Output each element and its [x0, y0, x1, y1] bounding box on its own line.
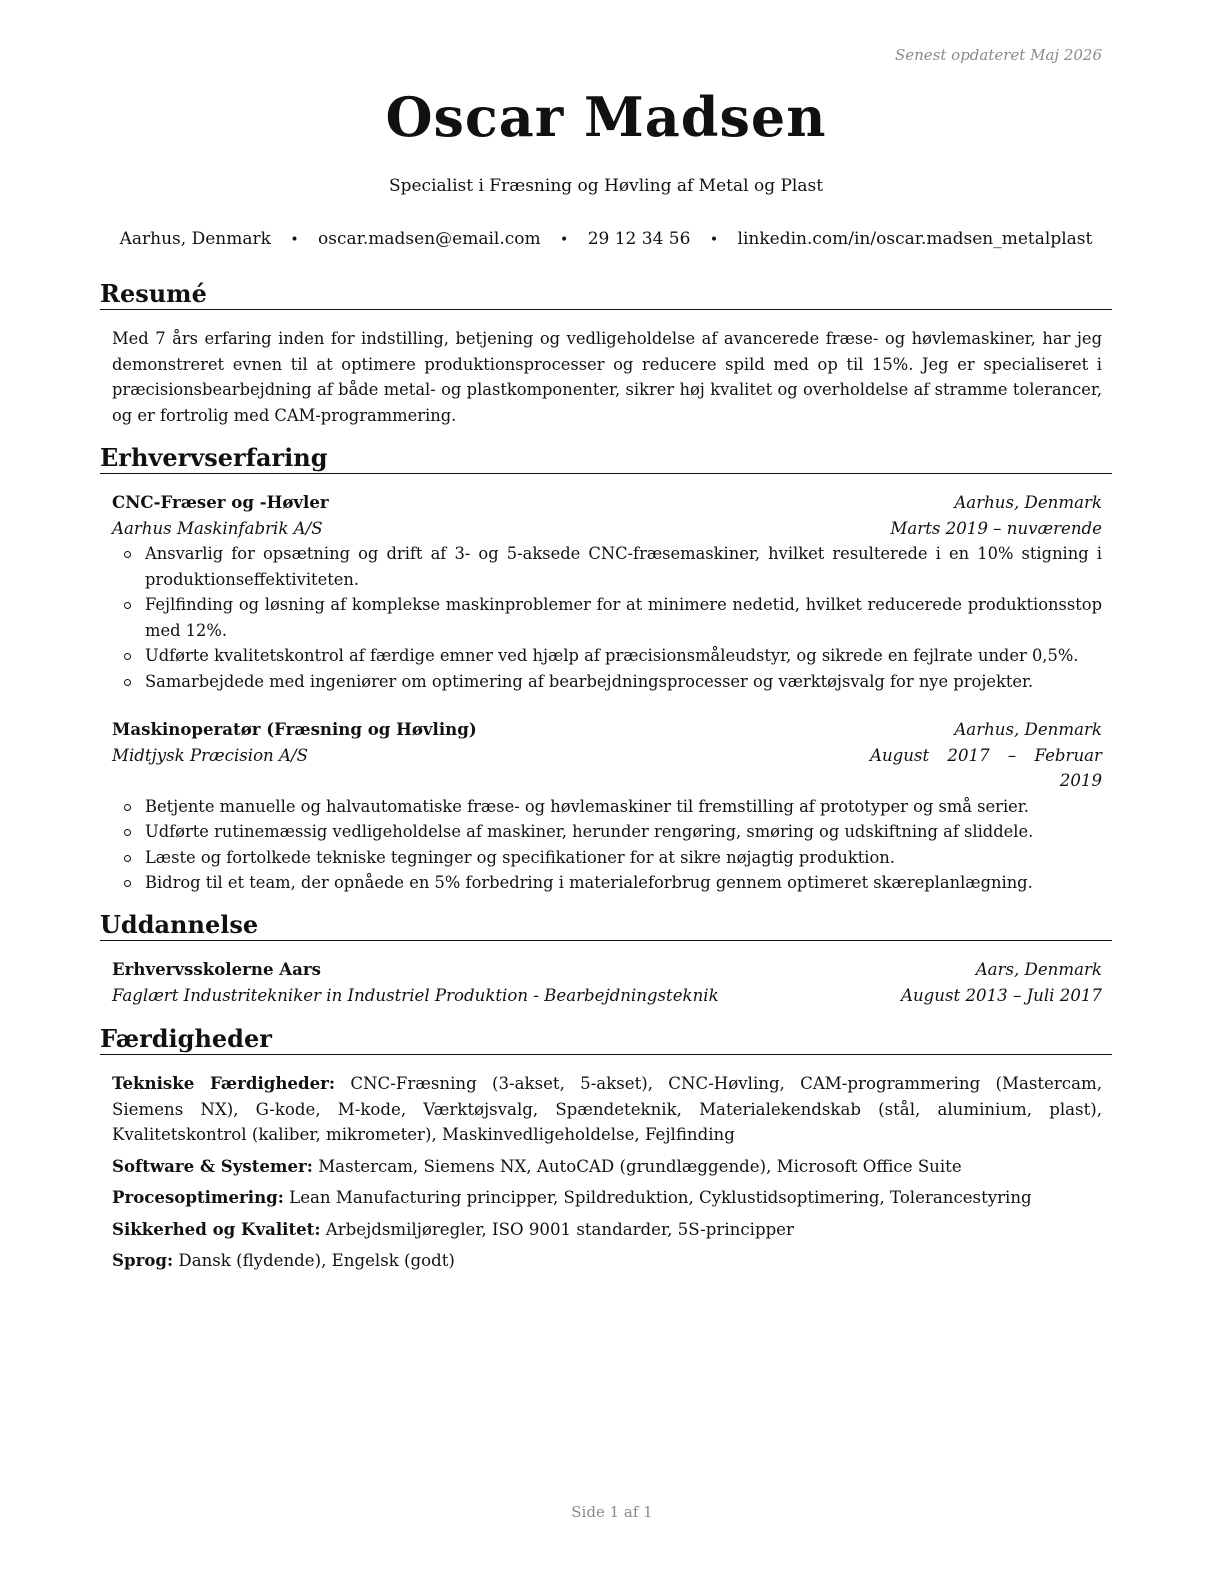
section-title-skills: Færdigheder [100, 1025, 1112, 1055]
section-title-experience: Erhvervserfaring [100, 444, 1112, 474]
education-entry [112, 957, 1102, 1008]
contact-email[interactable]: oscar.madsen@email.com [318, 229, 541, 249]
job-title: Maskinoperatør (Fræsning og Høvling) [112, 719, 477, 739]
job-dates [870, 743, 1102, 794]
job-location: Aarhus, Denmark [954, 720, 1102, 739]
skill-value: Arbejdsmiljøregler, ISO 9001 standarder, 5S-principper [325, 1219, 794, 1239]
skill-row [112, 1154, 1102, 1180]
skill-value: CNC-Fræsning (3-akset, 5-akset), CNC-Høvling, CAM-programmering (Mastercam, Siemens NX), G-kode, M-kode, Værktøjsvalg, Spændeteknik, Materialekendskab (stål, aluminium, plast), Kvalitetskontrol (kaliber, mikrometer), Maskinvedligeholdelse, Fejlfinding [112, 1074, 1103, 1144]
skill-value: Mastercam, Siemens NX, AutoCAD (grundlæggende), Microsoft Office Suite [318, 1156, 962, 1176]
bullet-item: Udførte rutinemæssig vedligeholdelse af maskiner, herunder rengøring, smøring og udskiftning af sliddele. [112, 819, 1102, 845]
skill-label: Procesoptimering: [112, 1187, 284, 1207]
contact-phone: 29 12 34 56 [587, 229, 691, 249]
bullet-item: Udførte kvalitetskontrol af færdige emner ved hjælp af præcisionsmåleudstyr, og sikrede en fejlrate under 0,5%. [112, 643, 1102, 669]
contact-linkedin[interactable]: linkedin.com/in/oscar.madsen_metalplast [737, 229, 1093, 249]
contact-line [100, 229, 1112, 249]
degree-name: Faglært Industritekniker in Industriel Produktion - Bearbejdningsteknik [112, 985, 719, 1005]
job-dates-line: August 2017 – Februar [870, 745, 1102, 765]
contact-separator: • [290, 232, 299, 248]
job-bullets [112, 794, 1102, 896]
job-location: Aarhus, Denmark [954, 493, 1102, 512]
summary-text: Med 7 års erfaring inden for indstilling, betjening og vedligeholdelse af avancerede fræse- og høvlemaskiner, har jeg demonstreret evnen til at optimere produktionsprocesser og reducere spild med op til 15%. Jeg er specialiseret i præcisionsbearbejdning af både metal- og plastkomponenter, sikrer høj kvalitet og overholdelse af stramme tolerancer, og er fortrolig med CAM-programmering. [112, 329, 1102, 425]
skill-value: Lean Manufacturing principper, Spildreduktion, Cyklustidsoptimering, Tolerancestyring [289, 1188, 1032, 1207]
bullet-item: Læste og fortolkede tekniske tegninger og specifikationer for at sikre nøjagtig produktion. [112, 845, 1102, 871]
entry-subheader-row [112, 743, 1102, 794]
skill-label: Sprog: [112, 1250, 174, 1270]
contact-separator: • [709, 232, 719, 248]
job-dates-line: 2019 [1059, 771, 1102, 790]
company-name: Midtjysk Præcision A/S [112, 745, 308, 765]
contact-separator: • [560, 232, 569, 248]
school-location: Aars, Denmark [975, 960, 1102, 979]
candidate-name: Oscar Madsen [385, 85, 827, 149]
job-dates: Marts 2019 – nuværende [890, 518, 1102, 538]
entry-subheader-row [112, 516, 1102, 542]
skill-label: Tekniske Færdigheder: [112, 1073, 336, 1093]
skill-row [112, 1071, 1102, 1148]
bullet-item: Betjente manuelle og halvautomatiske fræse- og høvlemaskiner til fremstilling af prototyper og små serier. [112, 794, 1102, 820]
page-footer: Side 1 af 1 [571, 1503, 653, 1521]
last-updated-note: Senest opdateret Maj 2026 [894, 46, 1102, 64]
entry-header-row [112, 490, 1102, 516]
candidate-headline: Specialist i Fræsning og Høvling af Metal og Plast [388, 176, 824, 196]
bullet-item: Bidrog til et team, der opnåede en 5% forbedring i materialeforbrug gennem optimeret skæreplanlægning. [112, 870, 1102, 896]
skill-row [112, 1217, 1102, 1243]
bullet-item: Samarbejdede med ingeniører om optimering af bearbejdningsprocesser og værktøjsvalg for nye projekter. [112, 669, 1102, 695]
contact-location: Aarhus, Denmark [119, 229, 271, 249]
entry-header-row [112, 957, 1102, 983]
bullet-item: Ansvarlig for opsætning og drift af 3- og 5-aksede CNC-fræsemaskiner, hvilket resulterede i en 10% stigning i produktionseffektiviteten. [112, 541, 1102, 592]
section-title-education: Uddannelse [100, 911, 1112, 941]
skill-value: Dansk (flydende), Engelsk (godt) [178, 1251, 455, 1270]
education-dates: August 2013 – Juli 2017 [901, 985, 1102, 1005]
job-title: CNC-Fræser og -Høvler [112, 492, 329, 512]
skill-label: Sikkerhed og Kvalitet: [112, 1218, 321, 1239]
skill-row [112, 1248, 1102, 1274]
job-bullets [112, 541, 1102, 694]
entry-subheader-row [112, 983, 1102, 1009]
entry-header-row [112, 717, 1102, 743]
school-name: Erhvervsskolerne Aars [112, 959, 322, 979]
skill-row [112, 1185, 1102, 1211]
experience-entry [112, 717, 1102, 896]
company-name: Aarhus Maskinfabrik A/S [112, 518, 323, 538]
bullet-item: Fejlfinding og løsning af komplekse maskinproblemer for at minimere nedetid, hvilket reducerede produktionsstop med 12%. [112, 592, 1102, 643]
skill-label: Software & Systemer: [112, 1155, 313, 1176]
experience-entry [112, 490, 1102, 694]
skills-list [112, 1071, 1102, 1280]
section-title-summary: Resumé [100, 280, 1112, 310]
